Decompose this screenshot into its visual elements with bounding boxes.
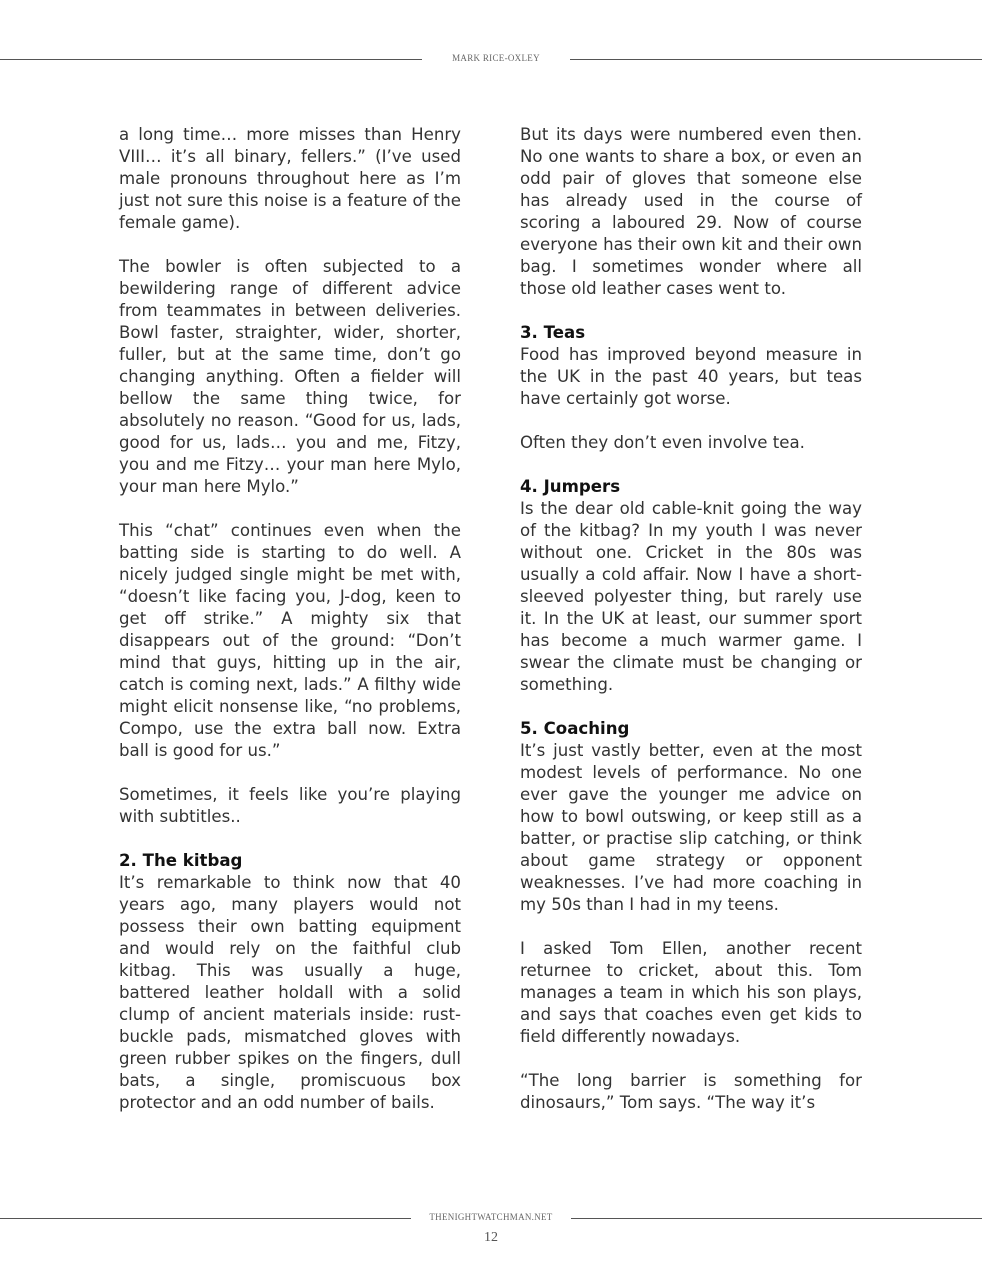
paragraph: It’s just vastly better, even at the most modest levels of performance. No one ever gave the younger me advice on how to bowl outswing, or keep still as a batter, or practise slip catching, or think about game strategy or opponent weaknesses. I’ve had more coaching in my 50s than I had in my teens. (520, 741, 862, 914)
paragraph: “The long barrier is something for dinosaurs,” Tom says. “The way it’s (520, 1071, 862, 1112)
running-head: MARK RICE-OXLEY (452, 53, 540, 63)
footer-site: THENIGHTWATCHMAN.NET (429, 1212, 553, 1222)
header-rule-right (570, 59, 982, 60)
footer-rule-right (571, 1218, 982, 1219)
header-rule-left (0, 59, 422, 60)
paragraph: It’s remarkable to think now that 40 years ago, many players would not possess their own batting equipment and would rely on the faithful club kitbag. This was usually a huge, battered leather holdall with a solid clump of ancient materials inside: rust-buckle pads, mismatched gloves with green rubber spikes on the fingers, dull bats, a single, promiscuous box protector and an odd number of bails. (119, 873, 461, 1112)
left-column (119, 124, 461, 1114)
paragraph: But its days were numbered even then. No one wants to share a box, or even an odd pair of gloves that someone else has already used in the course of scoring a laboured 29. Now of course everyone has their own kit and their own bag. I sometimes wonder where all those old leather cases went to. (520, 125, 862, 298)
paragraph: Is the dear old cable-knit going the way of the kitbag? In my youth I was never without one. Cricket in the 80s was usually a cold affair. Now I have a short-sleeved polyester thing, but rarely use it. In the UK at least, our summer sport has become a much warmer game. I swear the climate must be changing or something. (520, 499, 862, 694)
section-heading-coaching: 5. Coaching (520, 719, 630, 738)
section-heading-teas: 3. Teas (520, 323, 586, 342)
right-column (520, 124, 862, 1114)
paragraph: This “chat” continues even when the batting side is starting to do well. A nicely judged single might be met with, “doesn’t like facing you, J-dog, keen to get off strike.” A mighty six that disappears out of the ground: “Don’t mind that guys, hitting up in the air, catch is coming next, lads.” A filthy wide might elicit nonsense like, “no problems, Compo, use the extra ball now. Extra ball is good for us.” (119, 521, 461, 760)
page-number: 12 (484, 1230, 498, 1245)
paragraph: I asked Tom Ellen, another recent returnee to cricket, about this. Tom manages a team in which his son plays, and says that coaches even get kids to field differently nowadays. (520, 939, 862, 1046)
section-heading-kitbag: 2. The kitbag (119, 851, 243, 870)
paragraph: a long time… more misses than Henry VIII… it’s all binary, fellers.” (I’ve used male pronouns throughout here as I’m just not sure this noise is a feature of the female game). (119, 125, 461, 232)
paragraph: Food has improved beyond measure in the UK in the past 40 years, but teas have certainly got worse. (520, 345, 862, 408)
paragraph: Sometimes, it feels like you’re playing with subtitles.. (119, 785, 461, 826)
paragraph: The bowler is often subjected to a bewildering range of different advice from teammates in between deliveries. Bowl faster, straighter, wider, shorter, fuller, but at the same time, don’t go changing anything. Often a fielder will bellow the same thing twice, for absolutely no reason. “Good for us, lads, good for us, lads… you and me, Fitzy, you and me Fitzy… your man here Mylo, your man here Mylo.” (119, 257, 461, 496)
section-heading-jumpers: 4. Jumpers (520, 477, 621, 496)
paragraph: Often they don’t even involve tea. (520, 433, 805, 452)
footer-rule-left (0, 1218, 411, 1219)
